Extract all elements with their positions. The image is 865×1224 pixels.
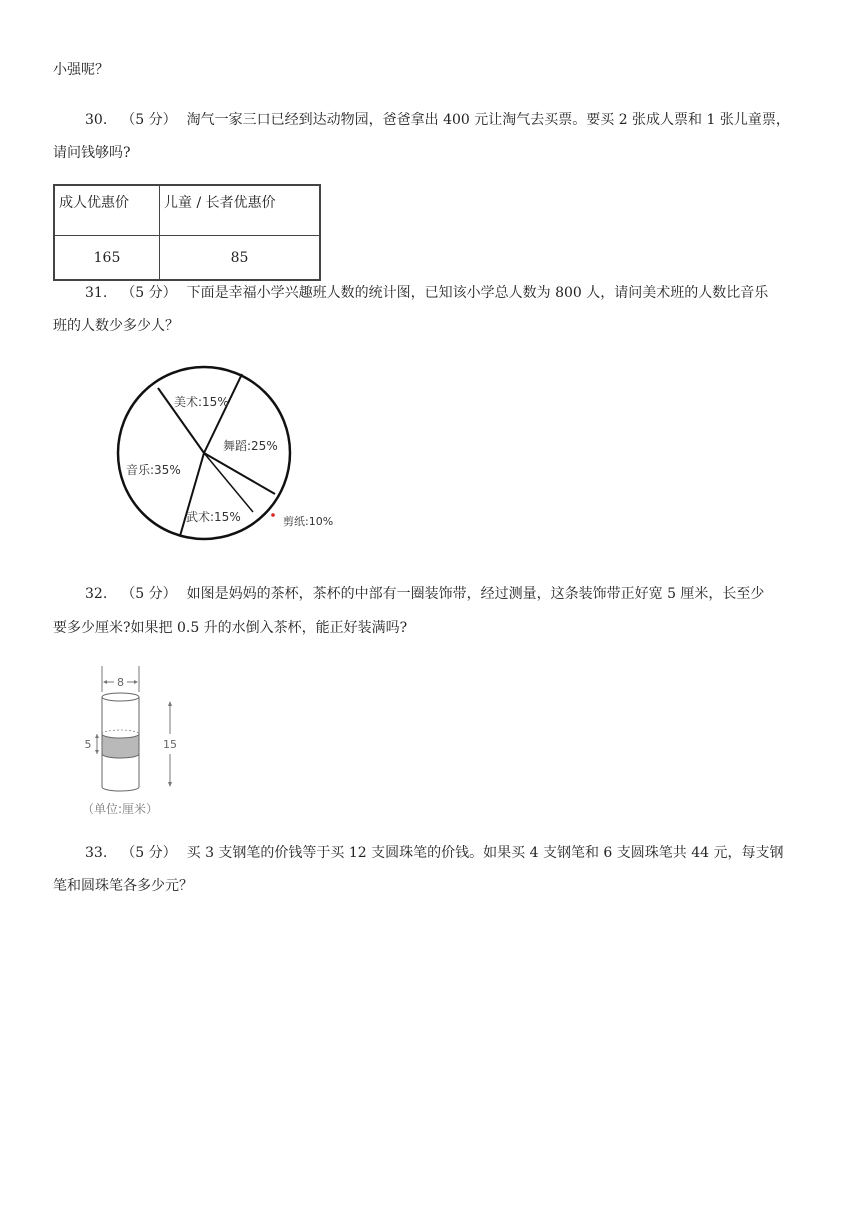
table-row (54, 236, 320, 281)
question-32-score: （5 分） (121, 586, 177, 602)
decorative-band (102, 734, 139, 758)
cup-bottom (102, 787, 139, 791)
interest-class-pie-chart (110, 360, 350, 545)
pie-label-music: 音乐:35% (126, 463, 181, 477)
question-33-line-2: 笔和圆珠笔各多少元？ (53, 878, 193, 894)
ticket-price-table (53, 184, 321, 281)
arrow-head (103, 680, 107, 684)
question-31-line-2: 班的人数少多少人？ (53, 318, 179, 334)
cup-top-rim (102, 693, 139, 701)
question-33-text: 买 3 支钢笔的价钱等于买 12 支圆珠笔的价钱。如果买 4 支钢笔和 6 支圆珠笔共 44 元，每支钢 (186, 845, 784, 861)
table-row (54, 185, 320, 236)
arrow-head (95, 750, 99, 754)
question-30-text: 淘气一家三口已经到达动物园，爸爸拿出 400 元让淘气去买票。要买 2 张成人票和 1 张儿童票， (186, 112, 790, 128)
band-width-label: 5 (84, 738, 92, 751)
table-cell-adult-price: 165 (54, 236, 160, 281)
question-33-number: 33. (85, 845, 108, 861)
question-31-score: （5 分） (121, 285, 177, 301)
question-33-score: （5 分） (121, 845, 177, 861)
pie-divider (204, 453, 275, 494)
unit-caption: （单位:厘米） (81, 802, 159, 816)
question-32-text: 如图是妈妈的茶杯，茶杯的中部有一圈装饰带，经过测量，这条装饰带正好宽 5 厘米，长至少 (186, 586, 765, 602)
pie-divider (204, 453, 253, 512)
arrow-head (168, 701, 172, 706)
band-back-edge (102, 730, 139, 734)
height-label: 15 (163, 738, 177, 751)
question-32-line-1 (85, 584, 764, 604)
question-30-score: （5 分） (121, 112, 177, 128)
question-31-number: 31. (85, 285, 108, 301)
question-33-line-1 (85, 843, 783, 863)
question-32-line-2: 要多少厘米?如果把 0.5 升的水倒入茶杯，能正好装满吗? (53, 620, 408, 636)
pie-label-dance: 舞蹈:25% (223, 439, 278, 453)
papercut-marker (271, 513, 275, 517)
question-31-text: 下面是幸福小学兴趣班人数的统计图，已知该小学总人数为 800 人，请问美术班的人数比音乐 (186, 285, 769, 301)
pie-label-martial-arts: 武术:15% (186, 510, 241, 524)
question-30-number: 30. (85, 112, 108, 128)
question-30-line-1 (85, 110, 790, 130)
arrow-head (95, 734, 99, 738)
pie-label-art: 美术:15% (174, 395, 229, 409)
arrow-head (134, 680, 138, 684)
table-header-child-senior: 儿童 / 长者优惠价 (160, 185, 321, 236)
tea-cup-figure (75, 662, 205, 822)
pie-label-papercut: 剪纸:10% (283, 515, 334, 528)
question-31-line-1 (85, 283, 768, 303)
diameter-label: 8 (117, 676, 124, 689)
previous-question-tail: 小强呢？ (53, 62, 109, 78)
question-30-line-2: 请问钱够吗? (53, 145, 131, 161)
table-header-adult: 成人优惠价 (54, 185, 160, 236)
question-32-number: 32. (85, 586, 108, 602)
table-cell-child-price: 85 (160, 236, 321, 281)
arrow-head (168, 782, 172, 787)
